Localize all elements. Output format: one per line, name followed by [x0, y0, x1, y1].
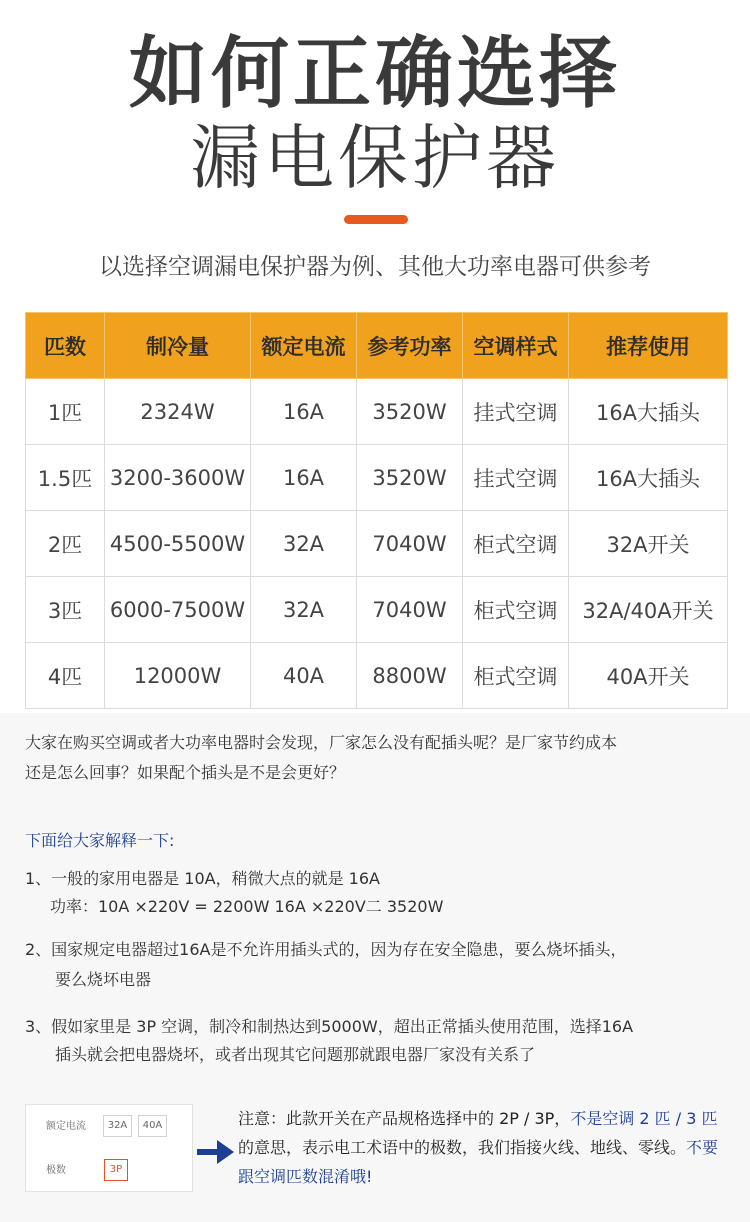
column-header: 额定电流 — [251, 313, 357, 379]
table-cell: 柜式空调 — [463, 577, 569, 643]
accent-bar — [344, 215, 408, 224]
note-part-4: 不要跟空调匹数混淆哦! — [238, 1138, 719, 1186]
item-3-line-1: 3、假如家里是 3P 空调，制冷和制热达到5000W，超出正常插头使用范围，选择16A — [25, 1017, 634, 1036]
table-row — [26, 511, 728, 577]
table-cell: 挂式空调 — [463, 445, 569, 511]
table-cell: 40A — [251, 643, 357, 709]
table-cell: 7040W — [357, 577, 463, 643]
table-cell: 40A开关 — [569, 643, 728, 709]
rated-current-label: 额定电流 — [46, 1121, 86, 1132]
table-cell: 2324W — [105, 379, 251, 445]
table-cell: 1匹 — [26, 379, 105, 445]
table-cell: 16A大插头 — [569, 445, 728, 511]
table-cell: 32A — [251, 577, 357, 643]
table-cell: 16A大插头 — [569, 379, 728, 445]
item-2-line-1: 2、国家规定电器超过16A是不允许用插头式的，因为存在安全隐患，要么烧坏插头， — [25, 940, 627, 959]
table-cell: 32A开关 — [569, 511, 728, 577]
explain-heading: 下面给大家解释一下: — [25, 831, 175, 850]
table-cell: 32A — [251, 511, 357, 577]
item-3-line-2: 插头就会把电器烧坏，或者出现其它问题那就跟电器厂家没有关系了 — [55, 1045, 536, 1064]
column-header: 匹数 — [26, 313, 105, 379]
table-row — [26, 445, 728, 511]
intro-line-2: 还是怎么回事？如果配个插头是不是会更好？ — [25, 763, 346, 782]
note-part-3: 的意思，表示电工术语中的极数，我们指接火线、地线、零线。 — [238, 1138, 687, 1157]
table-header-row — [26, 313, 728, 379]
table-row — [26, 643, 728, 709]
table-row — [26, 379, 728, 445]
page-title-line1: 如何正确选择 — [128, 29, 621, 119]
table-cell: 3520W — [357, 445, 463, 511]
table-cell: 7040W — [357, 511, 463, 577]
page-subtitle: 以选择空调漏电保护器为例、其他大功率电器可供参考 — [99, 254, 651, 280]
intro-line-1: 大家在购买空调或者大功率电器时会发现，厂家怎么没有配插头呢？是厂家节约成本 — [25, 733, 618, 752]
note-part-2: 不是空调 2 匹 / 3 匹 — [570, 1109, 718, 1128]
note-part-1: 注意：此款开关在产品规格选择中的 2P / 3P， — [238, 1109, 571, 1128]
table-cell: 3200-3600W — [105, 445, 251, 511]
table-cell: 12000W — [105, 643, 251, 709]
table-cell: 3520W — [357, 379, 463, 445]
table-cell: 16A — [251, 379, 357, 445]
item-1-line-2: 功率：10A ×220V = 2200W 16A ×220V二 3520W — [50, 897, 444, 916]
column-header: 参考功率 — [357, 313, 463, 379]
table-row — [26, 577, 728, 643]
page-title-line2: 漏电保护器 — [190, 117, 560, 199]
poles-option-3p: 3P — [104, 1159, 128, 1181]
column-header: 空调样式 — [463, 313, 569, 379]
table-cell: 8800W — [357, 643, 463, 709]
table-cell: 4匹 — [26, 643, 105, 709]
table-cell: 4500-5500W — [105, 511, 251, 577]
note-text — [238, 1104, 730, 1191]
item-2-line-2: 要么烧坏电器 — [55, 970, 152, 989]
table-cell: 2匹 — [26, 511, 105, 577]
table-cell: 柜式空调 — [463, 643, 569, 709]
current-option-32a: 32A — [103, 1115, 132, 1137]
table-cell: 柜式空调 — [463, 511, 569, 577]
recommendation-table — [25, 312, 727, 709]
arrow-right-icon — [197, 1139, 235, 1165]
column-header: 推荐使用 — [569, 313, 728, 379]
current-option-40a: 40A — [138, 1115, 167, 1137]
table-cell: 16A — [251, 445, 357, 511]
table-cell: 6000-7500W — [105, 577, 251, 643]
table-cell: 3匹 — [26, 577, 105, 643]
table-cell: 1.5匹 — [26, 445, 105, 511]
column-header: 制冷量 — [105, 313, 251, 379]
item-1-line-1: 1、一般的家用电器是 10A，稍微大点的就是 16A — [25, 869, 380, 888]
spec-selector-preview — [25, 1104, 193, 1192]
poles-label: 极数 — [46, 1165, 66, 1176]
table-cell: 挂式空调 — [463, 379, 569, 445]
table-cell: 32A/40A开关 — [569, 577, 728, 643]
